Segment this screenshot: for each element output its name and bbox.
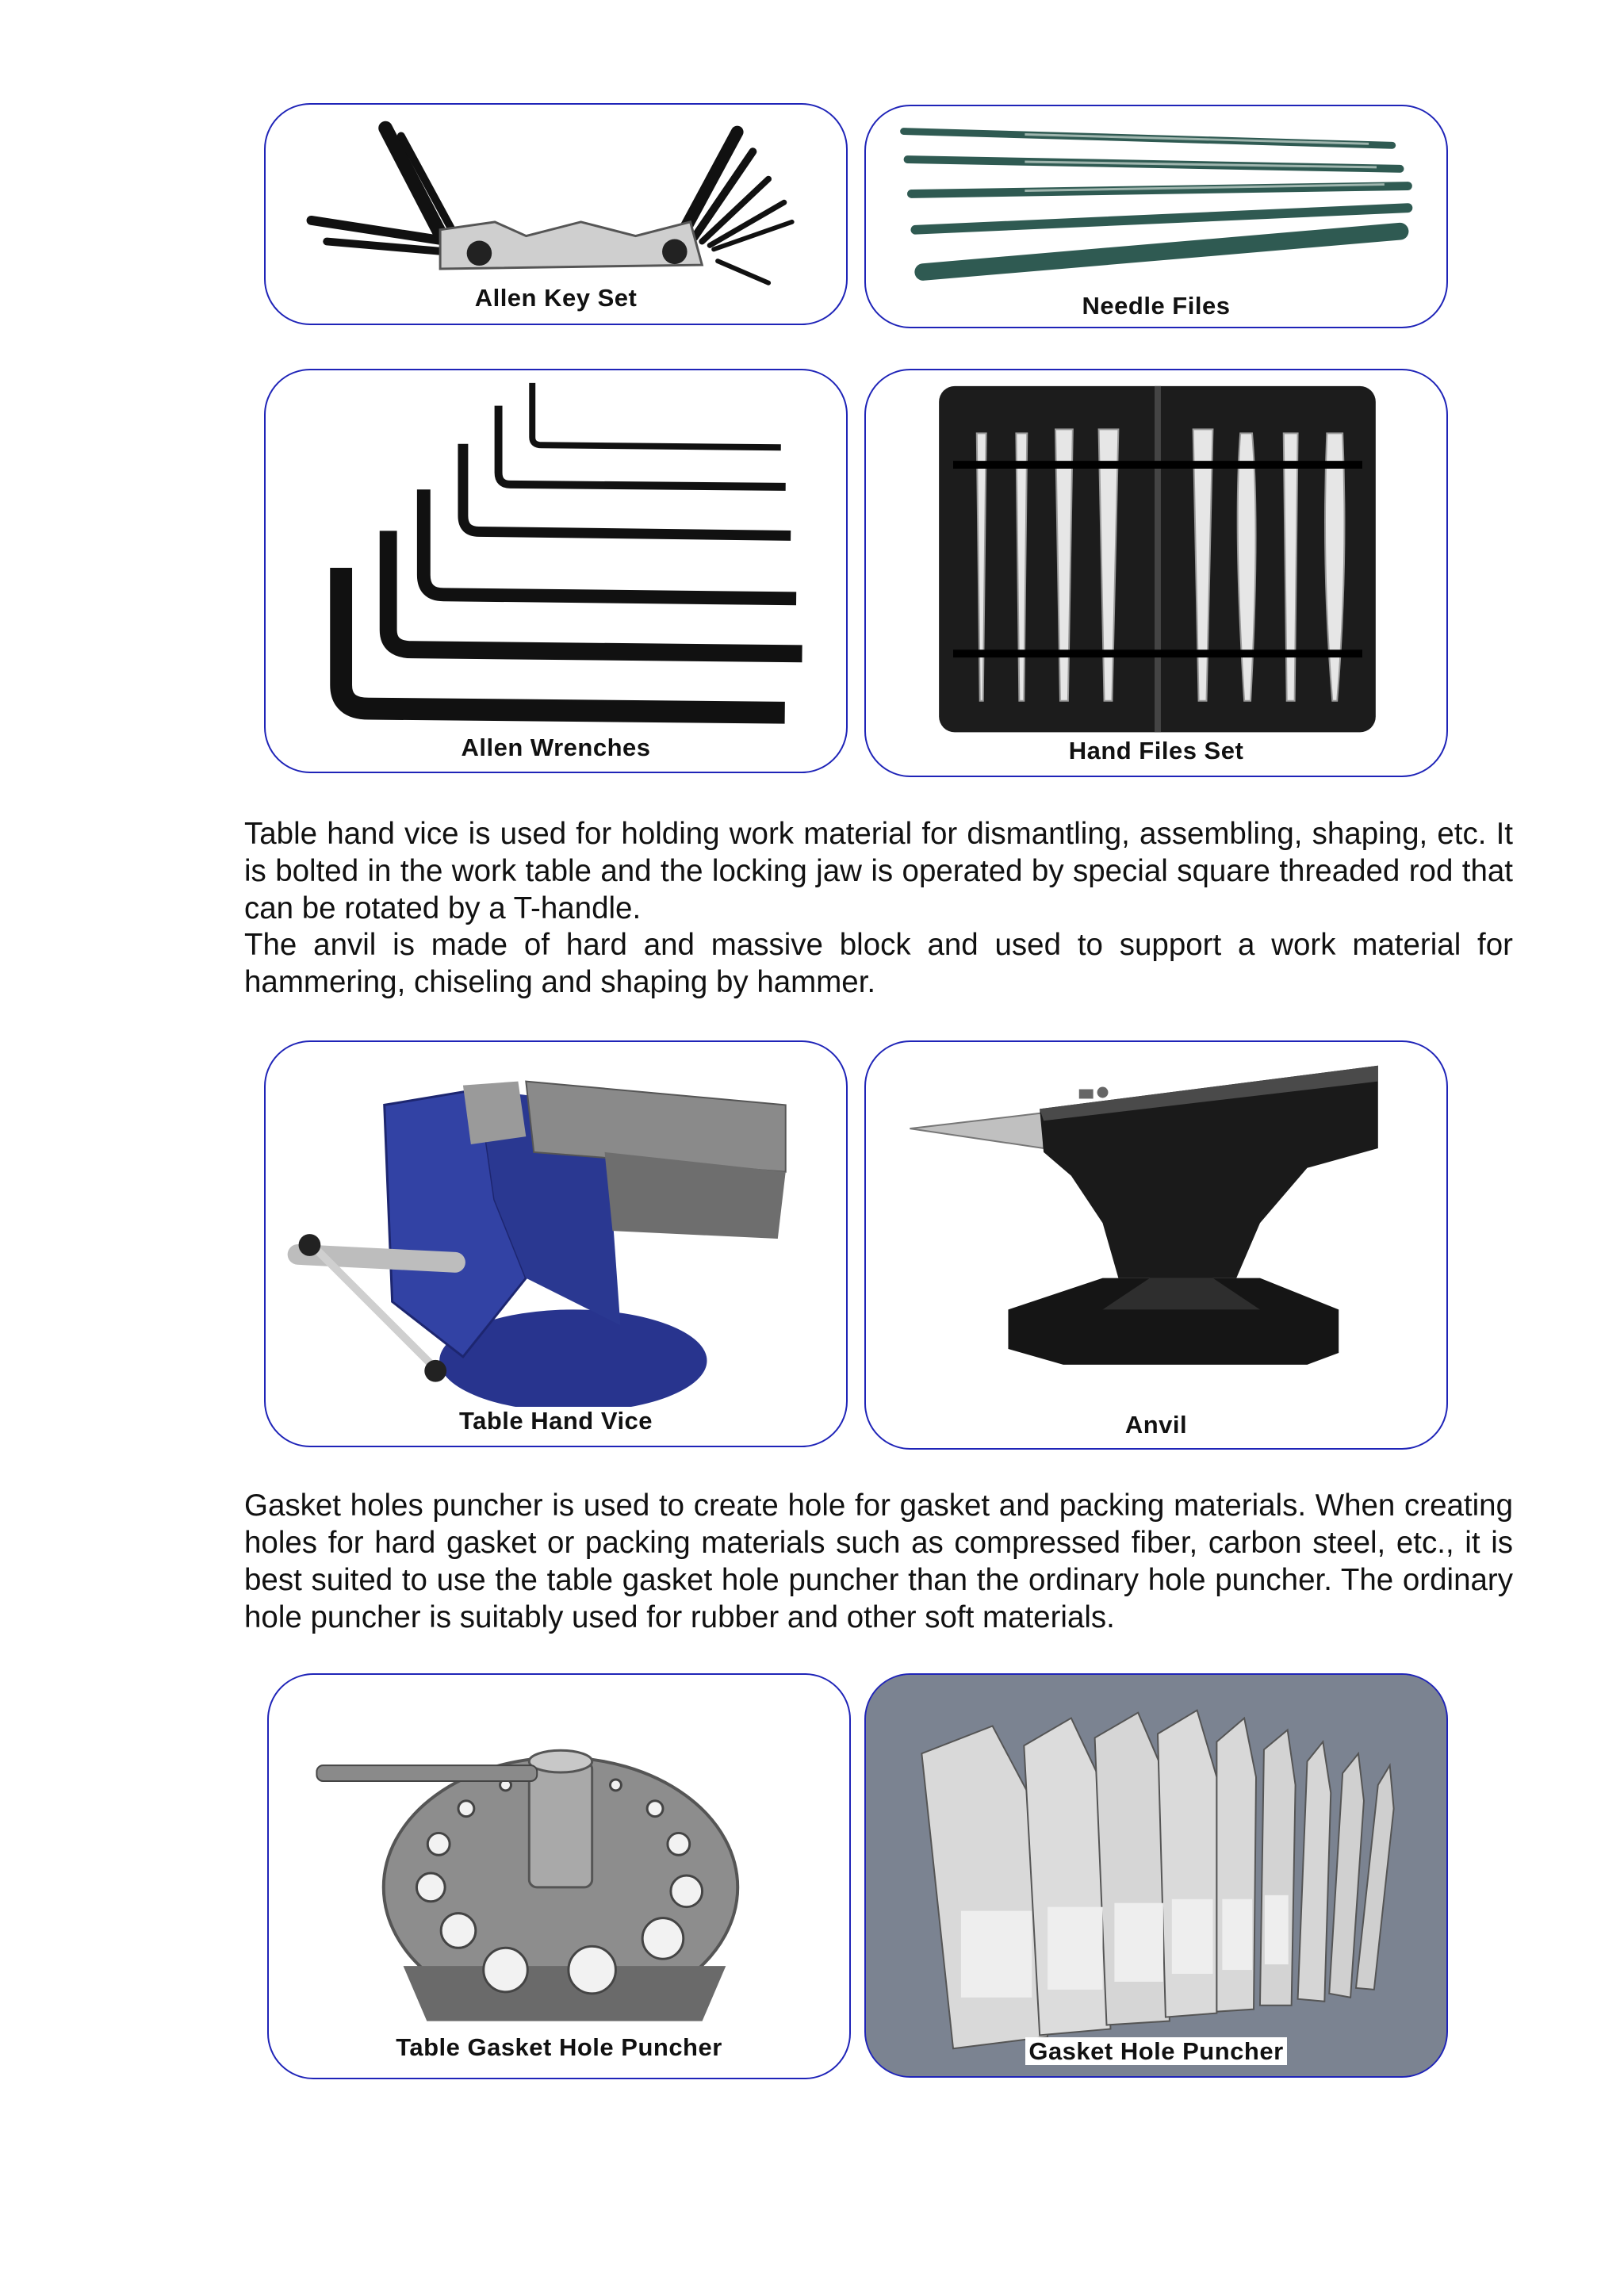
caption-needle-files: Needle Files <box>866 292 1446 320</box>
figure-needle-files <box>864 105 1448 328</box>
caption-gasket-hole-puncher: Gasket Hole Puncher <box>866 2037 1446 2066</box>
hand-files-set-image <box>866 370 1446 776</box>
caption-table-gasket-hole-puncher: Table Gasket Hole Puncher <box>269 2033 849 2062</box>
table-hand-vice-image <box>266 1042 846 1446</box>
figure-allen-wrenches <box>264 369 848 773</box>
caption-table-hand-vice: Table Hand Vice <box>266 1407 846 1435</box>
figure-allen-key-set <box>264 103 848 325</box>
caption-hand-files-set: Hand Files Set <box>866 737 1446 765</box>
figure-hand-files-set <box>864 369 1448 777</box>
gasket-hole-puncher-image <box>866 1675 1446 2076</box>
caption-anvil: Anvil <box>866 1411 1446 1439</box>
caption-allen-key-set: Allen Key Set <box>266 284 846 312</box>
paragraph-gasket-hole-puncher: Gasket holes puncher is used to create hole for gasket and packing materials. When creating holes for hard gasket or packing materials such as compressed fiber, carbon steel, etc., it is best suited to use the table gasket hole puncher than the ordinary hole puncher. The ordinary hole puncher is suitably used for rubber and other soft materials. <box>244 1488 1513 1634</box>
allen-wrenches-image <box>266 370 846 772</box>
figure-gasket-hole-puncher <box>864 1673 1448 2078</box>
figure-anvil <box>864 1040 1448 1450</box>
caption-allen-wrenches: Allen Wrenches <box>266 734 846 762</box>
figure-table-gasket-hole-puncher <box>267 1673 851 2079</box>
table-gasket-hole-puncher-image <box>269 1675 849 2078</box>
anvil-image <box>866 1042 1446 1448</box>
paragraph-anvil: The anvil is made of hard and massive block and used to support a work material for hammering, chiseling and shaping by hammer. <box>244 928 1513 999</box>
figure-table-hand-vice <box>264 1040 848 1447</box>
paragraph-table-hand-vice: Table hand vice is used for holding work material for dismantling, assembling, shaping, etc. It is bolted in the work table and the locking jaw is operated by special square threaded rod that can be rotated by a T-handle. <box>244 817 1513 925</box>
